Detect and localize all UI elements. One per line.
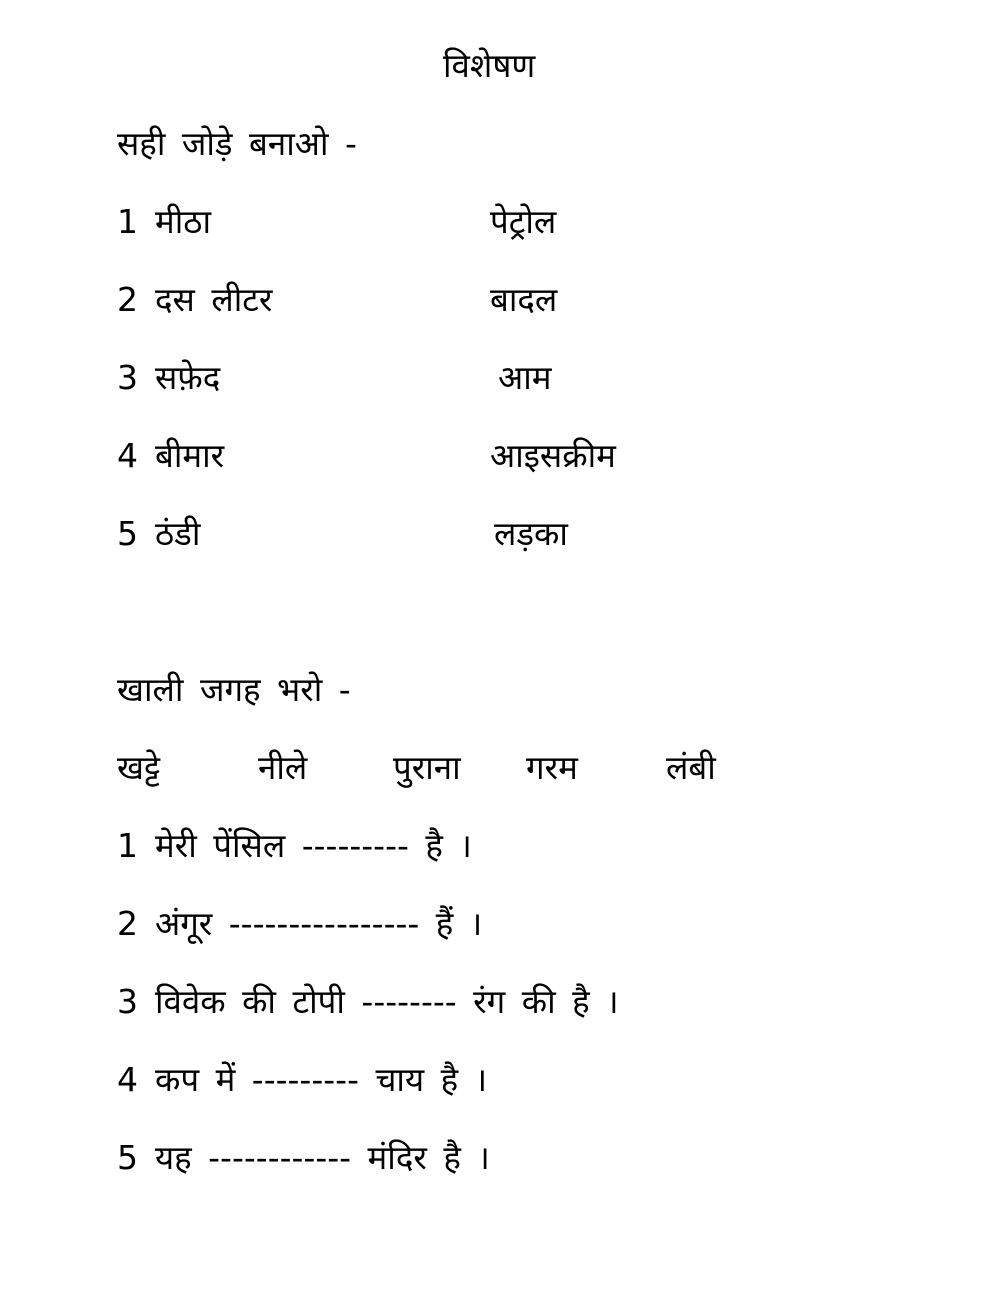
match-left-item: [117, 278, 272, 322]
match-left-item: [117, 434, 224, 478]
item-number: 2: [117, 904, 138, 943]
word-option: पुराना: [393, 748, 461, 787]
match-right-item: लड़का: [494, 514, 568, 553]
sentence-text: कप में --------- चाय है ।: [155, 1060, 488, 1099]
match-right-item: पेट्रोल: [490, 202, 557, 241]
match-left-item: [117, 356, 220, 400]
word-option: गरम: [526, 748, 578, 787]
fill-section-heading: खाली जगह भरो -: [117, 670, 351, 709]
fill-sentence: [117, 902, 482, 946]
sentence-text: अंगूर ---------------- हैं ।: [155, 904, 483, 943]
adjective-word: सफ़ेद: [155, 358, 221, 397]
item-number: 1: [117, 202, 138, 241]
word-option: नीले: [258, 748, 308, 787]
item-number: 2: [117, 280, 138, 319]
item-number: 5: [117, 1138, 138, 1177]
item-number: 4: [117, 1060, 138, 1099]
match-right-item: बादल: [490, 280, 558, 319]
word-options: [117, 746, 757, 790]
fill-sentence: [117, 980, 619, 1024]
match-section-heading: सही जोड़े बनाओ -: [117, 124, 357, 163]
match-right-item: आम: [498, 358, 552, 397]
item-number: 5: [117, 514, 138, 553]
word-option: खट्टे: [117, 748, 161, 787]
adjective-word: मीठा: [155, 202, 212, 241]
fill-sentence: [117, 1136, 490, 1180]
sentence-text: विवेक की टोपी -------- रंग की है ।: [155, 982, 619, 1021]
sentence-text: यह ------------ मंदिर है ।: [155, 1138, 490, 1177]
fill-sentence: [117, 824, 472, 868]
match-right-item: आइसक्रीम: [490, 436, 616, 475]
match-left-item: [117, 512, 200, 556]
adjective-word: ठंडी: [155, 514, 201, 553]
fill-sentence: [117, 1058, 487, 1102]
sentence-text: मेरी पेंसिल --------- है ।: [155, 826, 472, 865]
word-option: लंबी: [666, 748, 716, 787]
match-left-item: [117, 200, 211, 244]
item-number: 1: [117, 826, 138, 865]
item-number: 3: [117, 982, 138, 1021]
adjective-word: दस लीटर: [155, 280, 273, 319]
adjective-word: बीमार: [155, 436, 225, 475]
item-number: 3: [117, 358, 138, 397]
item-number: 4: [117, 436, 138, 475]
page-title: विशेषण: [443, 46, 536, 85]
